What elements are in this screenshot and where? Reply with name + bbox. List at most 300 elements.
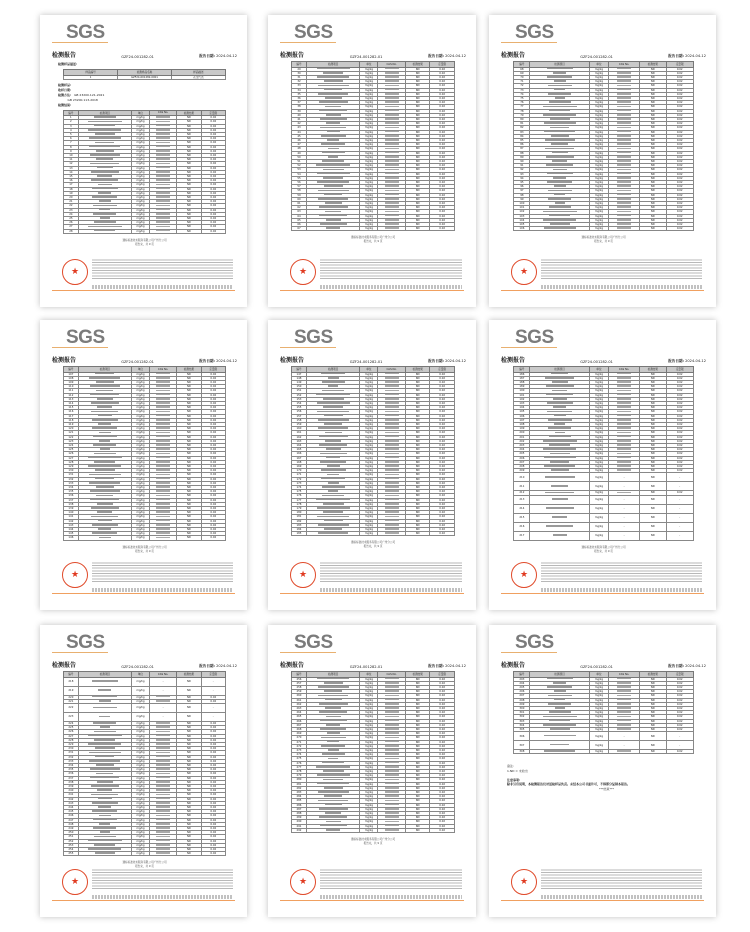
table-row: 24 mg/kg ND 0.02 [64, 212, 226, 216]
table-row: 19 mg/kg ND 0.02 [64, 191, 226, 195]
table-row: 162 mg/kg ND 0.02 [292, 435, 455, 439]
table-row: 304 mg/kg ND 0.02 [514, 723, 693, 727]
table-row: 23 mg/kg ND 0.02 [64, 208, 226, 212]
report-number: GZF24-001282-01 [349, 360, 383, 364]
table-row: 20 mg/kg ND 0.02 [64, 196, 226, 200]
table-row: 269 mg/kg ND 0.02 [292, 732, 455, 736]
table-row: 62 mg/kg ND 0.02 [292, 206, 455, 210]
divider [280, 593, 464, 594]
table-row: 288 mg/kg ND 0.02 [292, 812, 455, 816]
footer-note: 通标标准技术服务有限公司广州分公司 报告完，共 9 页 [581, 545, 626, 553]
table-row: 291 mg/kg ND 0.02 [292, 824, 455, 828]
column-header: 检测结果 [177, 672, 201, 678]
table-row: 193 mg/kg ND 0.02 [514, 401, 693, 405]
column-header: 检测项目 [530, 367, 589, 373]
table-row: 130 mg/kg ND 0.02 [64, 469, 226, 473]
table-row: 256 mg/kg ND 0.02 [292, 677, 455, 681]
sgs-logo: SGS [52, 329, 108, 348]
table-row: 87 mg/kg ND 0.02 [514, 147, 693, 151]
table-row: 78 mg/kg ND 0.02 [514, 109, 693, 113]
table-row: 188 mg/kg ND 0.02 [514, 380, 693, 384]
table-row: 177 mg/kg ND 0.02 [292, 498, 455, 502]
table-row: 278 mg/kg ND 0.02 [292, 769, 455, 773]
table-row: 289 mg/kg ND 0.02 [292, 816, 455, 820]
table-row: 265 mg/kg ND 0.02 [292, 715, 455, 719]
sgs-stamp-icon: ★ [511, 259, 537, 285]
table-row: 167 mg/kg ND 0.02 [292, 456, 455, 460]
table-row: 261 mg/kg ND 0.02 [292, 698, 455, 702]
table-row: 139 mg/kg ND 0.02 [64, 507, 226, 511]
sgs-logo: SGS [52, 24, 108, 43]
table-row: 300 mg/kg ND 0.02 [514, 706, 693, 710]
sample-table: 样品编号 检测样品名称 样品描述 1 GZF24-001282-0001 花生代表 [63, 69, 226, 80]
table-row: 252 mg/kg ND 0.02 [64, 839, 226, 843]
table-row: 283 mg/kg ND 0.02 [292, 790, 455, 794]
column-header: 编号 [292, 367, 307, 373]
table-row: 72 mg/kg ND 0.02 [514, 84, 693, 88]
table-row: 74 mg/kg ND 0.02 [514, 92, 693, 96]
table-row: 145 mg/kg ND 0.02 [64, 532, 226, 536]
table-row: 199 mg/kg ND 0.02 [514, 427, 693, 431]
table-row: 158 mg/kg ND 0.02 [292, 418, 455, 422]
table-row: 178 mg/kg ND 0.02 [292, 502, 455, 506]
sgs-stamp-icon: ★ [511, 562, 537, 588]
table-row: 194 mg/kg ND 0.02 [514, 406, 693, 410]
report-title: 检测报告 [280, 662, 305, 669]
table-row: 200 mg/kg ND 0.02 [514, 431, 693, 435]
report-date: 报告日期: 2024-04-12 [199, 664, 237, 668]
table-row: 101 mg/kg ND 0.02 [514, 206, 693, 210]
table-row: 184 mg/kg ND 0.02 [292, 528, 455, 532]
table-row: 125 mg/kg ND 0.02 [64, 448, 226, 452]
table-row: 54 mg/kg ND 0.02 [292, 172, 455, 176]
table-row: 21 mg/kg ND 0.02 [64, 200, 226, 204]
table-row: 212 mg/kg ND 0.02 [514, 491, 693, 495]
column-header: 单位 [360, 672, 378, 678]
table-row: 155 mg/kg ND 0.02 [292, 406, 455, 410]
table-row: 207 mg/kg ND 0.02 [514, 460, 693, 464]
table-row: 164 mg/kg ND 0.02 [292, 443, 455, 447]
table-row: 143 mg/kg ND 0.02 [64, 523, 226, 527]
table-row: 154 mg/kg ND 0.02 [292, 401, 455, 405]
column-header: 编号 [514, 672, 530, 678]
table-row: 4 mg/kg ND 0.02 [64, 128, 226, 132]
table-row: 272 mg/kg ND 0.02 [292, 744, 455, 748]
table-row: 214 mg/kg - ND - [514, 504, 693, 513]
table-row: 111 mg/kg ND 0.02 [64, 389, 226, 393]
column-header: 定量限 [201, 110, 225, 116]
column-header: CAS No. [149, 672, 177, 678]
column-header: 检测结果 [177, 367, 201, 373]
table-row: 226 mg/kg ND 0.02 [64, 730, 226, 734]
table-row: 7 mg/kg ND 0.02 [64, 141, 226, 145]
column-header: 编号 [292, 62, 307, 68]
table-row: 9 mg/kg ND 0.02 [64, 149, 226, 153]
table-row: 175 mg/kg ND 0.02 [292, 490, 455, 494]
table-row: 263 mg/kg ND 0.02 [292, 706, 455, 710]
report-number: GZF24-001282-01 [121, 665, 154, 669]
table-row: 216 mg/kg - ND - [514, 522, 693, 531]
table-row: 64 mg/kg ND 0.02 [292, 214, 455, 218]
table-row: 153 mg/kg ND 0.02 [292, 397, 455, 401]
column-header: 检测结果 [406, 62, 430, 68]
table-row: 246 mg/kg ND 0.02 [64, 814, 226, 818]
column-header: 检测项目 [306, 672, 360, 678]
divider [280, 900, 464, 901]
table-row: 60 mg/kg ND 0.02 [292, 197, 455, 201]
table-row: 96 mg/kg ND 0.02 [514, 185, 693, 189]
table-row: 28 mg/kg ND 0.02 [64, 229, 226, 233]
footer-note: 通标标准技术服务有限公司广州分公司 报告完，共 9 页 [350, 838, 396, 846]
table-row: 219 mg/kg - ND - [64, 686, 226, 695]
column-header: CAS No. [149, 110, 177, 116]
table-row: 117 mg/kg ND 0.02 [64, 414, 226, 418]
table-row: 174 mg/kg ND 0.02 [292, 485, 455, 489]
table-row: 32 mg/kg ND 0.02 [292, 80, 455, 84]
table-row: 141 mg/kg ND 0.02 [64, 515, 226, 519]
table-row: 231 mg/kg ND 0.02 [64, 751, 226, 755]
table-row: 149 mg/kg ND 0.02 [292, 380, 455, 384]
table-row: 264 mg/kg ND 0.02 [292, 711, 455, 715]
table-row: 197 mg/kg ND 0.02 [514, 418, 693, 422]
sgs-logo: SGS [280, 329, 336, 348]
table-row: 297 mg/kg ND 0.02 [514, 694, 693, 698]
table-row: 292 mg/kg ND 0.02 [292, 828, 455, 832]
column-header: CAS No. [609, 672, 639, 678]
table-row: 59 mg/kg ND 0.02 [292, 193, 455, 197]
table-row: 180 mg/kg ND 0.02 [292, 511, 455, 515]
results-table [63, 110, 226, 234]
table-row: 196 mg/kg ND 0.02 [514, 414, 693, 418]
table-row: 151 mg/kg ND 0.02 [292, 389, 455, 393]
sgs-logo: SGS [501, 329, 557, 348]
table-row: 131 mg/kg ND 0.02 [64, 473, 226, 477]
table-row: 159 mg/kg ND 0.02 [292, 422, 455, 426]
table-row: 249 mg/kg ND 0.02 [64, 826, 226, 830]
table-row: 281 mg/kg ND 0.02 [292, 782, 455, 786]
table-row: 251 mg/kg ND 0.02 [64, 835, 226, 839]
divider [280, 290, 464, 291]
table-row: 46 mg/kg ND 0.02 [292, 138, 455, 142]
report-title: 检测报告 [280, 52, 305, 59]
legal-text [92, 259, 233, 279]
table-row: 138 mg/kg ND 0.02 [64, 502, 226, 506]
legal-text [320, 562, 462, 582]
sgs-stamp-icon: ★ [511, 869, 537, 895]
table-row: 10 mg/kg ND 0.02 [64, 154, 226, 158]
table-row: 198 mg/kg ND 0.02 [514, 422, 693, 426]
table-row: 6 mg/kg ND 0.02 [64, 137, 226, 141]
divider [501, 593, 704, 594]
table-row: 94 mg/kg ND 0.02 [514, 176, 693, 180]
sgs-stamp-icon: ★ [62, 869, 88, 895]
table-row: 230 mg/kg ND 0.02 [64, 747, 226, 751]
report-page [489, 320, 716, 610]
column-header: 检测项目 [78, 110, 131, 116]
column-header: 检测项目 [530, 672, 589, 678]
report-date: 报告日期: 2024-04-12 [428, 54, 466, 58]
report-number: GZF24-001282-01 [580, 55, 613, 59]
table-row: 227 mg/kg ND 0.02 [64, 734, 226, 738]
table-row: 243 mg/kg ND 0.02 [64, 801, 226, 805]
table-row: 236 mg/kg ND 0.02 [64, 772, 226, 776]
table-row: 169 mg/kg ND 0.02 [292, 464, 455, 468]
report-page [268, 320, 476, 610]
table-row: 93 mg/kg ND 0.02 [514, 172, 693, 176]
table-row: 58 mg/kg ND 0.02 [292, 189, 455, 193]
legal-text [92, 562, 233, 582]
table-row: 204 mg/kg ND 0.02 [514, 448, 693, 452]
table-row: 56 mg/kg ND 0.02 [292, 180, 455, 184]
report-title: 检测报告 [52, 52, 77, 59]
table-row: 258 mg/kg ND 0.02 [292, 685, 455, 689]
column-header: 检测结果 [406, 672, 430, 678]
table-row: 124 mg/kg ND 0.02 [64, 443, 226, 447]
report-number: GZF24-001282-01 [349, 55, 383, 59]
table-row: 18 mg/kg ND 0.02 [64, 187, 226, 191]
table-row: 41 mg/kg ND 0.02 [292, 117, 455, 121]
table-row: 48 mg/kg ND 0.02 [292, 147, 455, 151]
report-date: 报告日期: 2024-04-12 [428, 359, 466, 363]
table-row: 90 mg/kg ND 0.02 [514, 159, 693, 163]
table-row: 293 mg/kg ND 0.02 [514, 677, 693, 681]
table-row: 29 mg/kg ND 0.02 [292, 67, 455, 71]
table-row: 228 mg/kg ND 0.02 [64, 738, 226, 742]
table-row: 38 mg/kg ND 0.02 [292, 105, 455, 109]
column-header: CAS No. [149, 367, 177, 373]
table-row: 105 mg/kg ND 0.02 [514, 223, 693, 227]
table-row: 114 mg/kg ND 0.02 [64, 401, 226, 405]
table-row: 85 mg/kg ND 0.02 [514, 138, 693, 142]
table-row: 63 mg/kg ND 0.02 [292, 210, 455, 214]
table-row: 53 mg/kg ND 0.02 [292, 168, 455, 172]
table-row: 257 mg/kg ND 0.02 [292, 681, 455, 685]
table-row: 79 mg/kg ND 0.02 [514, 113, 693, 117]
results-table [513, 671, 693, 754]
table-row: 144 mg/kg ND 0.02 [64, 528, 226, 532]
table-row: 156 mg/kg ND 0.02 [292, 410, 455, 414]
table-row: 163 mg/kg ND 0.02 [292, 439, 455, 443]
table-row: 55 mg/kg ND 0.02 [292, 176, 455, 180]
table-row: 295 mg/kg ND 0.02 [514, 685, 693, 689]
table-row: 294 mg/kg ND 0.02 [514, 681, 693, 685]
column-header: 编号 [64, 110, 79, 116]
sgs-logo: SGS [501, 634, 557, 653]
table-row: 148 mg/kg ND 0.02 [292, 376, 455, 380]
results-table [291, 61, 455, 231]
report-page [40, 625, 247, 917]
table-row: 239 mg/kg ND 0.02 [64, 784, 226, 788]
table-row: 98 mg/kg ND 0.02 [514, 193, 693, 197]
report-title: 检测报告 [280, 357, 305, 364]
table-row: 205 mg/kg ND 0.02 [514, 452, 693, 456]
table-row: 99 mg/kg ND 0.02 [514, 197, 693, 201]
table-row: 273 mg/kg ND 0.02 [292, 748, 455, 752]
legal-text [541, 869, 702, 889]
table-row: 307 mg/kg - ND - [514, 741, 693, 750]
table-row: 136 mg/kg ND 0.02 [64, 494, 226, 498]
table-row: 240 mg/kg ND 0.02 [64, 789, 226, 793]
table-row: 106 mg/kg ND 0.02 [514, 227, 693, 231]
column-header: 定量限 [201, 367, 225, 373]
table-row: 223 mg/kg - ND - [64, 712, 226, 721]
table-row: 222 mg/kg - ND - [64, 703, 226, 712]
table-row: 276 mg/kg ND 0.02 [292, 761, 455, 765]
column-header: 单位 [360, 367, 378, 373]
table-row: 71 mg/kg ND 0.02 [514, 80, 693, 84]
table-row: 308 mg/kg ND 0.02 [514, 750, 693, 754]
table-row: 254 mg/kg ND 0.02 [64, 848, 226, 852]
table-row: 77 mg/kg ND 0.02 [514, 105, 693, 109]
table-row: 282 mg/kg ND 0.02 [292, 786, 455, 790]
table-row: 128 mg/kg ND 0.02 [64, 460, 226, 464]
divider [52, 290, 235, 291]
table-row: 202 mg/kg ND 0.02 [514, 439, 693, 443]
legal-text [541, 259, 702, 279]
footer-note: 通标标准技术服务有限公司广州分公司 报告完，共 9 页 [122, 545, 167, 553]
column-header: 检测结果 [639, 367, 666, 373]
table-row: 91 mg/kg ND 0.02 [514, 164, 693, 168]
report-date: 报告日期: 2024-04-12 [668, 664, 706, 668]
table-row: 305 mg/kg ND 0.02 [514, 727, 693, 731]
table-row: 135 mg/kg ND 0.02 [64, 490, 226, 494]
table-row: 190 mg/kg ND 0.02 [514, 389, 693, 393]
table-row: 157 mg/kg ND 0.02 [292, 414, 455, 418]
table-row: 47 mg/kg ND 0.02 [292, 143, 455, 147]
table-row: 182 mg/kg ND 0.02 [292, 519, 455, 523]
table-row: 110 mg/kg ND 0.02 [64, 385, 226, 389]
report-date: 报告日期: 2024-04-12 [428, 664, 466, 668]
table-row: 76 mg/kg ND 0.02 [514, 101, 693, 105]
table-row: 224 mg/kg ND 0.02 [64, 721, 226, 725]
column-header: 单位 [589, 672, 609, 678]
table-row: 248 mg/kg ND 0.02 [64, 822, 226, 826]
column-header: 定量限 [430, 367, 454, 373]
report-title: 检测报告 [501, 52, 526, 59]
table-row: 299 mg/kg ND 0.02 [514, 702, 693, 706]
table-row: 112 mg/kg ND 0.02 [64, 393, 226, 397]
table-row: 266 mg/kg ND 0.02 [292, 719, 455, 723]
table-row: 75 mg/kg ND 0.02 [514, 96, 693, 100]
table-row: 11 mg/kg ND 0.02 [64, 158, 226, 162]
table-row: 16 mg/kg ND 0.02 [64, 179, 226, 183]
column-header: 单位 [132, 110, 150, 116]
table-row: 82 mg/kg ND 0.02 [514, 126, 693, 130]
column-header: 单位 [132, 367, 150, 373]
table-row: 81 mg/kg ND 0.02 [514, 122, 693, 126]
table-row: 67 mg/kg ND 0.02 [292, 227, 455, 231]
table-row: 108 mg/kg ND 0.02 [64, 376, 226, 380]
report-title: 检测报告 [52, 357, 77, 364]
table-row: 208 mg/kg ND 0.02 [514, 464, 693, 468]
divider [52, 900, 235, 901]
table-row: 123 mg/kg ND 0.02 [64, 439, 226, 443]
table-row: 187 mg/kg ND 0.02 [514, 376, 693, 380]
table-row: 244 mg/kg ND 0.02 [64, 805, 226, 809]
table-row: 150 mg/kg ND 0.02 [292, 385, 455, 389]
table-row: 68 mg/kg ND 0.02 [514, 67, 693, 71]
table-row: 80 mg/kg ND 0.02 [514, 117, 693, 121]
column-header: 检测项目 [78, 367, 131, 373]
table-row: 51 mg/kg ND 0.02 [292, 159, 455, 163]
table-row: 287 mg/kg ND 0.02 [292, 807, 455, 811]
results-table [513, 61, 693, 231]
table-row: 172 mg/kg ND 0.02 [292, 477, 455, 481]
table-row: 242 mg/kg ND 0.02 [64, 797, 226, 801]
table-row: 8 mg/kg ND 0.02 [64, 145, 226, 149]
table-row: 185 mg/kg ND 0.02 [292, 532, 455, 536]
table-row: 126 mg/kg ND 0.02 [64, 452, 226, 456]
table-row: 92 mg/kg ND 0.02 [514, 168, 693, 172]
table-row: 15 mg/kg ND 0.02 [64, 175, 226, 179]
column-header: 定量限 [430, 672, 454, 678]
table-row: 121 mg/kg ND 0.02 [64, 431, 226, 435]
table-row: 142 mg/kg ND 0.02 [64, 519, 226, 523]
table-row: 134 mg/kg ND 0.02 [64, 485, 226, 489]
table-row: 255 mg/kg ND 0.02 [64, 852, 226, 856]
table-row: 189 mg/kg ND 0.02 [514, 385, 693, 389]
report-number: GZF24-001282-01 [349, 665, 383, 669]
sgs-logo: SGS [280, 634, 336, 653]
table-row: 298 mg/kg ND 0.02 [514, 698, 693, 702]
report-page [489, 15, 716, 307]
table-row: 234 mg/kg ND 0.02 [64, 763, 226, 767]
table-row: 274 mg/kg ND 0.02 [292, 753, 455, 757]
table-row: 275 mg/kg ND 0.02 [292, 757, 455, 761]
table-row: 238 mg/kg ND 0.02 [64, 780, 226, 784]
table-row: 245 mg/kg ND 0.02 [64, 810, 226, 814]
table-row: 65 mg/kg ND 0.02 [292, 218, 455, 222]
column-header: 检测项目 [306, 62, 360, 68]
results-table [291, 366, 455, 536]
table-row: 17 mg/kg ND 0.02 [64, 183, 226, 187]
footer-note: 通标标准技术服务有限公司广州分公司 报告完，共 9 页 [122, 238, 167, 246]
column-header: 检测结果 [639, 672, 666, 678]
table-row: 84 mg/kg ND 0.02 [514, 134, 693, 138]
table-row: 250 mg/kg ND 0.02 [64, 831, 226, 835]
sgs-stamp-icon: ★ [290, 562, 316, 588]
table-row: 14 mg/kg ND 0.02 [64, 170, 226, 174]
table-row: 170 mg/kg ND 0.02 [292, 469, 455, 473]
table-row: 181 mg/kg ND 0.02 [292, 515, 455, 519]
table-row: 3 mg/kg ND 0.02 [64, 124, 226, 128]
report-number: GZF24-001282-01 [121, 55, 154, 59]
table-row: 209 mg/kg ND 0.02 [514, 469, 693, 473]
column-header: 检测结果 [177, 110, 201, 116]
table-row: 220 mg/kg ND 0.02 [64, 695, 226, 699]
table-row: 241 mg/kg ND 0.02 [64, 793, 226, 797]
column-header: 检测项目 [530, 62, 589, 68]
table-row: 69 mg/kg ND 0.02 [514, 71, 693, 75]
report-date: 报告日期: 2024-04-12 [668, 54, 706, 58]
table-row: 95 mg/kg ND 0.02 [514, 180, 693, 184]
table-row: 296 mg/kg ND 0.02 [514, 690, 693, 694]
column-header: CAS No. [609, 367, 639, 373]
table-row: 2 mg/kg ND 0.02 [64, 120, 226, 124]
table-row: 30 mg/kg ND 0.02 [292, 71, 455, 75]
table-row: 284 mg/kg ND 0.02 [292, 795, 455, 799]
report-page [489, 625, 716, 917]
table-row: 229 mg/kg ND 0.02 [64, 742, 226, 746]
column-header: CAS No. [378, 367, 406, 373]
column-header: CAS No. [378, 62, 406, 68]
report-date: 报告日期: 2024-04-12 [199, 359, 237, 363]
table-row: 133 mg/kg ND 0.02 [64, 481, 226, 485]
column-header: 定量限 [430, 62, 454, 68]
table-row: 89 mg/kg ND 0.02 [514, 155, 693, 159]
report-title: 检测报告 [501, 662, 526, 669]
table-row: 113 mg/kg ND 0.02 [64, 397, 226, 401]
